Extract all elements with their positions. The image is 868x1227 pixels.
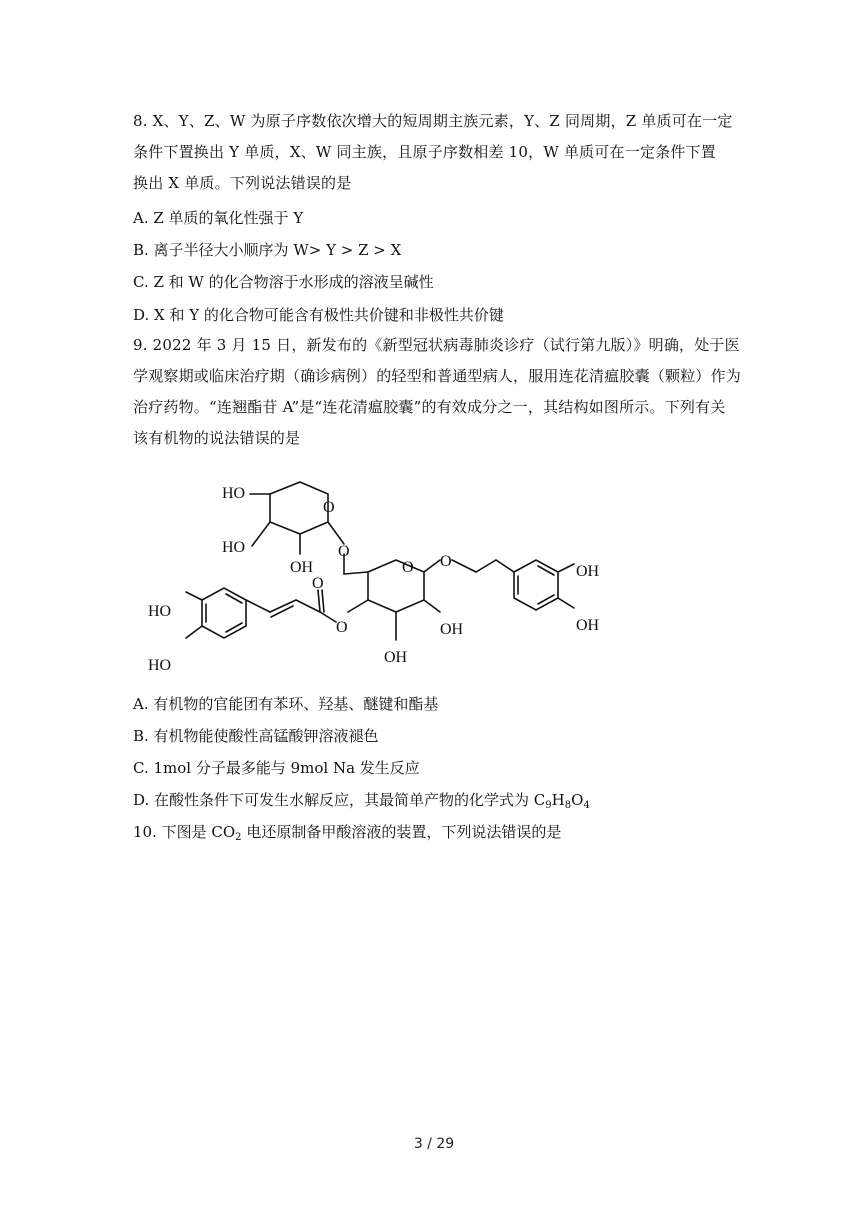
- formula-element: O: [571, 791, 584, 809]
- question-10-stem: [133, 822, 561, 842]
- structure-label: O: [336, 619, 348, 636]
- structure-label: OH: [384, 649, 408, 666]
- structure-label: OH: [440, 621, 464, 638]
- question-9-option-c: C. 1mol 分子最多能与 9mol Na 发生反应: [133, 759, 420, 777]
- question-8-line: 条件下置换出 Y 单质，X、W 同主族，且原子序数相差 10，W 单质可在一定条件下置: [133, 143, 716, 161]
- question-9-option-b: B. 有机物能使酸性高锰酸钾溶液褪色: [133, 727, 379, 745]
- structure-label: HO: [222, 539, 246, 556]
- question-8-option-b: B. 离子半径大小顺序为 W> Y > Z > X: [133, 241, 402, 259]
- question-9-line: 9. 2022 年 3 月 15 日，新发布的《新型冠状病毒肺炎诊疗（试行第九版）》明确，处于医: [133, 336, 740, 354]
- question-10-text: 10. 下图是 CO: [133, 823, 236, 841]
- question-8-option-a: A. Z 单质的氧化性强于 Y: [133, 209, 304, 227]
- structure-label: O: [440, 553, 452, 570]
- question-8-line: 换出 X 单质。下列说法错误的是: [133, 174, 352, 192]
- question-8-line: 8. X、Y、Z、W 为原子序数依次增大的短周期主族元素，Y、Z 同周期，Z 单质可在一定: [133, 112, 733, 130]
- option-d-text: D. 在酸性条件下可发生水解反应，其最简单产物的化学式为 C: [133, 791, 546, 809]
- structure-label: OH: [290, 559, 314, 576]
- structure-label: OH: [576, 563, 600, 580]
- question-8-option-d: D. X 和 Y 的化合物可能含有极性共价键和非极性共价键: [133, 306, 504, 324]
- question-8-stem: [133, 106, 743, 199]
- question-9-option-d: [133, 790, 590, 810]
- page-number: 3 / 29: [413, 1136, 455, 1152]
- question-9-line: 治疗药物。“连翘酯苷 A”是“连花清瘟胶囊”的有效成分之一，其结构如图所示。下列有关: [133, 398, 726, 416]
- forsythoside-a-structure: [140, 472, 620, 682]
- question-10-text: 电还原制备甲酸溶液的装置，下列说法错误的是: [241, 823, 562, 841]
- question-9-line: 该有机物的说法错误的是: [133, 429, 301, 447]
- structure-label: HO: [148, 657, 172, 674]
- question-8-option-c: C. Z 和 W 的化合物溶于水形成的溶液呈碱性: [133, 273, 434, 291]
- question-9-line: 学观察期或临床治疗期（确诊病例）的轻型和普通型病人，服用连花清瘟胶囊（颗粒）作为: [133, 367, 742, 385]
- structure-label: HO: [222, 485, 246, 502]
- structure-label: HO: [148, 603, 172, 620]
- question-9-option-a: A. 有机物的官能团有苯环、羟基、醚键和酯基: [133, 695, 439, 713]
- formula-element: H: [551, 791, 565, 809]
- structure-label: OH: [576, 617, 600, 634]
- structure-label: O: [312, 575, 324, 592]
- structure-label: O: [402, 559, 414, 576]
- question-9-stem: [133, 330, 743, 454]
- formula-subscript: 8: [564, 800, 572, 811]
- structure-label: O: [338, 543, 350, 560]
- structure-label: O: [323, 499, 335, 516]
- formula-subscript: 2: [235, 832, 242, 843]
- formula-subscript: 9: [545, 800, 552, 811]
- formula-subscript: 4: [583, 800, 590, 811]
